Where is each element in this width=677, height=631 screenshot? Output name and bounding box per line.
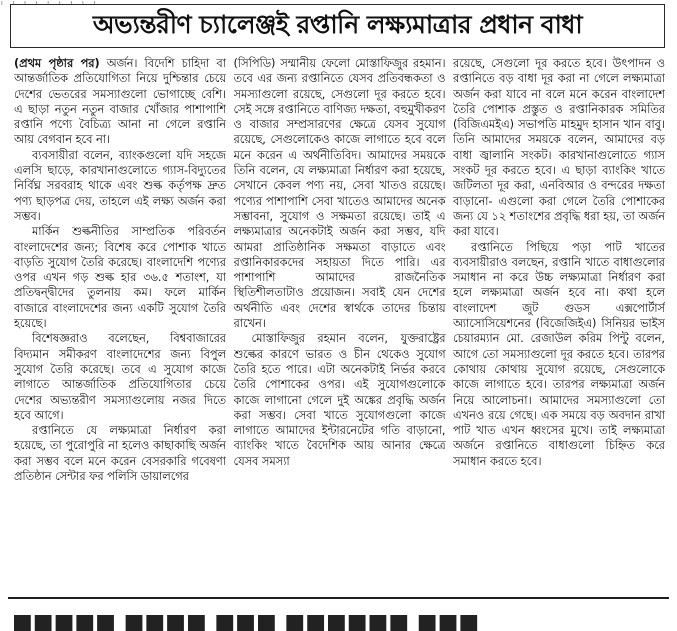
- paragraph: (সিপিডি) সম্মানীয় ফেলো মোস্তাফিজুর রহমান। তবে এর জন্য রপ্তানিতে যেসব প্রতিবন্ধকতা ও সমস্যাগুলো রয়েছে, সেগুলো দূর করতে হবে। সেই সঙ্গে রপ্তানিতে বাণিজ্য দক্ষতা, বহুমুখীকরণ ও বাজার সম্প্রসারণের ক্ষেত্রে যেসব সুযোগ রয়েছে, সেগুলোকেও কাজে লাগাতে হবে বলে মনে করেন এ অর্থনীতিবিদ। আমাদের সময়কে তিনি বলেন, যে লক্ষ্যমাত্রা নির্ধারণ করা হয়েছে, সেখানে কেবল পণ্য নয়, সেবা খাতও রয়েছে। পণ্যের পাশাপাশি সেবা খাতেও আমাদের অনেক সম্ভাবনা, সুযোগ ও সক্ষমতা রয়েছে। তাই এ লক্ষ্যমাত্রার অনেকটাই অর্জন করা সম্ভব, যদি আমরা প্রাতিষ্ঠানিক সক্ষমতা বাড়াতে এবং রপ্তানিকারকদের সহায়তা দিতে পারি। এর পাশাপাশি আমাদের রাজনৈতিক স্থিতিশীলতাটাও প্রয়োজন। সবাই যেন দেশের অর্থনীতি এবং দেশের স্বার্থকে তাদের চিন্তায় রাখেন।: [233, 57, 446, 331]
- next-article-edge: ■■■■■ ■■■■ ■■■ ■■■■■■ ■■■: [12, 610, 480, 631]
- article-column-1: [14, 56, 226, 596]
- paragraph: রপ্তানিতে যে লক্ষ্যমাত্রা নির্ধারণ করা হয়েছে, তা পুরোপুরি না হলেও কাছাকাছি অর্জন করা সম্ভব বলে মনে করেন বেসরকারি গবেষণা প্রতিষ্ঠান সেন্টার ফর পলিসি ডায়ালগের: [14, 424, 226, 484]
- paragraph: মোস্তাফিজুর রহমান বলেন, যুক্তরাষ্ট্রের শুল্কের কারণে ভারত ও চীন থেকেও সুযোগ তৈরি হতে পারে। এটা অনেকটাই নির্ভর করবে তৈরি পোশাকের ওপর। এই সুযোগগুলোকে কাজে লাগানো গেলে দুই অঙ্কের প্রবৃদ্ধি অর্জন করা সম্ভব। সেবা খাতে সুযোগগুলো কাজে লাগাতে আমাদের ইন্টারনেটের গতি বাড়ানো, ব্যাংকিং খাতে বৈদেশিক আয় আনার ক্ষেত্রে যেসব সমস্যা: [233, 332, 446, 468]
- paragraph: রয়েছে, সেগুলো দূর করতে হবে। উৎপাদন ও রপ্তানিতে বড় বাধা দূর করা না গেলে লক্ষ্যমাত্রা অর্জন করা যাবে না বলে মনে করেন বাংলাদেশ তৈরি পোশাক প্রস্তুত ও রপ্তানিকারক সমিতির (বিজিএমইএ) সভাপতি মাহমুদ হাসান খান বাবু। তিনি আমাদের সময়কে বলেন, আমাদের বড় বাধা জ্বালানি সংকট। কারখানাগুলোতে গ্যাস সংকট দূর করতে হবে। এ ছাড়া ব্যাংকিং খাতে জটিলতা দূর করা, এনবিআর ও বন্দরের দক্ষতা বাড়ানো- এগুলো করা গেলে তৈরি পোশাকের জন্য যে ১২ শতাংশের প্রবৃদ্ধি ধরা হয়, তা অর্জন করা যাবে।: [453, 57, 665, 239]
- article-column-2: [234, 56, 446, 596]
- continuation-kicker: (প্রথম পৃষ্ঠার পর): [14, 57, 100, 70]
- paragraph: ব্যবসায়ীরা বলেন, ব্যাংকগুলো যদি সহজে এলসি ছাড়ে, কারখানাগুলোতে গ্যাস-বিদ্যুতের নির্বিঘ্ন সরবরাহ থাকে এবং শুল্ক কর্তৃপক্ষ দ্রুত পণ্য ছাড়পত্র দেয়, তাহলে এই লক্ষ্য অর্জন করা সম্ভব।: [14, 148, 226, 223]
- paragraph: রপ্তানিতে পিছিয়ে পড়া পাট খাতের ব্যবসায়ীরাও বলছেন, রপ্তানি খাতে বাধাগুলোর সমাধান না করে উচ্চ লক্ষ্যমাত্রা নির্ধারণ করা হলে লক্ষ্যমাত্রা অর্জন হবে না। কথা হলে বাংলাদেশ জুট গুডস এক্সপোর্টার্স অ্যাসোসিয়েশনের (বিজেজিইএ) সিনিয়র ভাইস চেয়ারম্যান মো. রেজাউল করিম পিন্টু বলেন, আগে তো সমস্যাগুলো দূর করতে হবে। তারপর কোথায় কোথায় সুযোগ রয়েছে, সেগুলোকে কাজে লাগাতে হবে। তারপর লক্ষ্যমাত্রা অর্জন নিয়ে আলোচনা। আমাদের সমস্যাগুলো তো এখনও রয়ে গেছে। এক সময়ে বড় অবদান রাখা পাট খাত এখন ধ্বংসের মুখে। তাই লক্ষ্যমাত্রা অর্জনে রপ্তানিতে বাধাগুলো চিহ্নিত করে সমাধান করতে হবে।: [453, 240, 665, 468]
- paragraph: বিশেষজ্ঞরাও বলেছেন, বিশ্ববাজারের বিদ্যমান সমীকরণ বাংলাদেশের জন্য বিপুল সুযোগ তৈরি করেছে। তবে এ সুযোগ কাজে লাগাতে আন্তর্জাতিক প্রতিযোগিতার চেয়ে দেশের অভ্যন্তরীণ সমস্যাগুলোয় নজর দিতে হবে আগে।: [14, 332, 226, 422]
- paragraph: (প্রথম পৃষ্ঠার পর) অর্জন। বিদেশি চাহিদা বা আন্তর্জাতিক প্রতিযোগিতা নিয়ে দুশ্চিন্তার চেয়ে দেশের ভেতরের সমস্যাগুলো ভোগাচ্ছে বেশি। এ ছাড়া নতুন নতুন বাজার খোঁজার পাশাপাশি রপ্তানি পণ্যে বৈচিত্র্য আনা না গেলে রপ্তানি আয় বেগবান হবে না।: [14, 57, 226, 147]
- article-body: [14, 56, 665, 596]
- previous-page-edge: । । । । । । । । ।: [0, 0, 99, 5]
- section-divider: [8, 597, 669, 599]
- paragraph: মার্কিন শুল্কনীতির সাম্প্রতিক পরিবর্তন বাংলাদেশের জন্য; বিশেষ করে পোশাক খাতে বাড়তি সুযোগ তৈরি করেছে। বাংলাদেশি পণ্যের ওপর এখন গড় শুল্ক হার ৩৬.৫ শতাংশ, যা প্রতিদ্বন্দ্বীদের তুলনায় কম। ফলে মার্কিন বাজারে বাংলাদেশের জন্য একটি সুযোগ তৈরি হয়েছে।: [14, 225, 226, 331]
- article-column-3: [453, 56, 665, 596]
- article-headline: অভ্যন্তরীণ চ্যালেঞ্জই রপ্তানি লক্ষ্যমাত্রার প্রধান বাধা: [10, 4, 665, 48]
